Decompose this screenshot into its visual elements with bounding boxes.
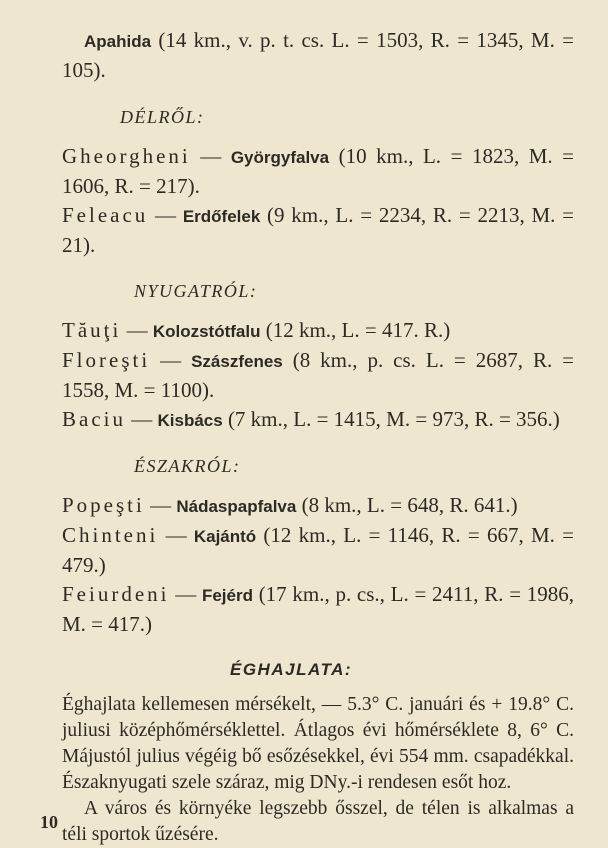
town-name-ro: Gheorgheni bbox=[62, 144, 191, 168]
town-name-hu: Apahida bbox=[84, 32, 152, 51]
page-content bbox=[62, 26, 574, 848]
entry-chinteni bbox=[62, 521, 574, 580]
town-name-hu: Kolozstótfalu bbox=[152, 322, 261, 341]
entry-details: (17 km., p. cs., L. = 2411, R. = 1986, M. = 417.) bbox=[62, 582, 575, 636]
dash: — bbox=[190, 144, 231, 168]
town-name-ro: Baciu bbox=[62, 407, 126, 431]
town-name-hu: Erdőfelek bbox=[182, 207, 261, 226]
town-name-hu: Kisbács bbox=[157, 411, 223, 430]
town-name-ro: Feleacu bbox=[62, 203, 149, 227]
dash: — bbox=[150, 348, 192, 372]
heading-south: DÉLRŐL: bbox=[120, 107, 205, 127]
entry-tauti bbox=[62, 316, 574, 346]
dash: — bbox=[144, 493, 177, 517]
climate-paragraph-1: Éghajlata kellemesen mérsékelt, — 5.3° C. januári és + 19.8° C. juliusi középhőmérséklettel. Átlagos évi hőmérséklete 8, 6° C. Májustól julius végéig bő esőzésekkel, évi 554 mm. csapadékkal. Északnyugati szele száraz, mig DNy.-i rendesen esőt hoz. bbox=[62, 694, 574, 793]
entry-apahida bbox=[62, 26, 574, 85]
entry-details: (10 km., L. = 1823, M. = 1606, R. = 217). bbox=[62, 144, 575, 198]
section-south bbox=[62, 142, 574, 260]
heading-north: ÉSZAKRÓL: bbox=[134, 456, 241, 476]
entry-details: (12 km., L. = 1146, R. = 667, M. = 479.) bbox=[62, 523, 574, 577]
town-name-hu: Györgyfalva bbox=[230, 148, 330, 167]
town-name-hu: Szászfenes bbox=[191, 352, 283, 371]
section-north bbox=[62, 491, 574, 639]
town-name-ro: Floreşti bbox=[62, 348, 151, 372]
entry-details: (9 km., L. = 2234, R. = 2213, M. = 21). bbox=[62, 203, 574, 257]
dash: — bbox=[158, 523, 194, 547]
dash: — bbox=[148, 203, 183, 227]
town-name-hu: Fejérd bbox=[201, 586, 253, 605]
entry-details: (7 km., L. = 1415, M. = 973, R. = 356.) bbox=[222, 407, 560, 431]
entry-details: (8 km., p. cs. L. = 2687, R. = 1558, M. = 1100). bbox=[62, 348, 574, 402]
dash: — bbox=[121, 318, 153, 342]
entry-details: (8 km., L. = 648, R. 641.) bbox=[296, 493, 518, 517]
entry-details: (14 km., v. p. t. cs. L. = 1503, R. = 1345, M. = 105). bbox=[62, 28, 574, 82]
heading-west: NYUGATRÓL: bbox=[134, 281, 258, 301]
town-name-ro: Chinteni bbox=[62, 523, 159, 547]
section-west bbox=[62, 316, 574, 435]
town-name-ro: Feiurdeni bbox=[62, 582, 170, 606]
town-name-ro: Popeşti bbox=[62, 493, 145, 517]
section-climate bbox=[62, 692, 574, 848]
entry-feleacu bbox=[62, 201, 574, 260]
town-name-ro: Tăuţi bbox=[62, 318, 122, 342]
town-name-hu: Kajántó bbox=[193, 527, 257, 546]
entry-feiurdeni bbox=[62, 580, 574, 639]
entry-baciu bbox=[62, 405, 574, 435]
page-number: 10 bbox=[40, 812, 58, 832]
entry-popesti bbox=[62, 491, 574, 521]
entry-floresti bbox=[62, 346, 574, 405]
dash: — bbox=[169, 582, 202, 606]
entry-gheorgheni bbox=[62, 142, 574, 201]
heading-climate: ÉGHAJLATA: bbox=[230, 660, 353, 679]
dash: — bbox=[125, 407, 158, 431]
entry-details: (12 km., L. = 417. R.) bbox=[260, 318, 451, 342]
town-name-hu: Nádaspapfalva bbox=[176, 497, 297, 516]
climate-paragraph-2: A város és környéke legszebb ősszel, de télen is alkalmas a téli sportok űzésére. bbox=[62, 798, 574, 845]
